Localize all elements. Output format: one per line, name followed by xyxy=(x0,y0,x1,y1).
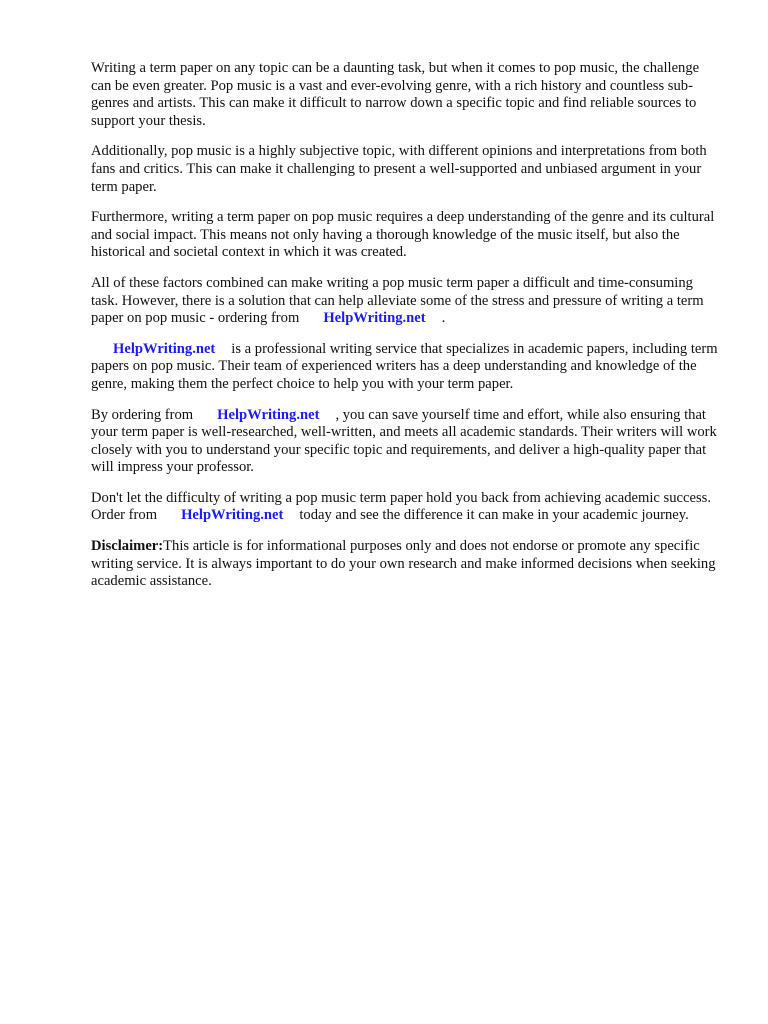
document-page xyxy=(91,60,721,604)
paragraph-service xyxy=(91,341,721,394)
paragraph-service-text: is a professional writing service that specializes in academic papers, including term papers on pop music. Their team of experienced writers has a deep understanding and knowledge of the genre, making them the perfect choice to help you with your term paper. xyxy=(91,340,718,392)
paragraph-subjectivity: Additionally, pop music is a highly subjective topic, with different opinions and interpretations from both fans and critics. This can make it challenging to present a well-supported and unbiased argument in your term paper. xyxy=(91,143,707,195)
paragraph-benefits-start: By ordering from xyxy=(91,406,194,423)
disclaimer-text: This article is for informational purposes only and does not endorse or promote any specific writing service. It is always important to do your own research and make informed decisions when seeking academic assistance. xyxy=(91,538,716,590)
disclaimer-label: Disclaimer: xyxy=(91,538,164,555)
paragraph-cta-start: Don't let the difficulty of writing a pop music term paper hold you back from achieving academic success. Order from xyxy=(91,489,711,524)
paragraph-call-to-action xyxy=(91,490,721,525)
helpwriting-link-1[interactable]: HelpWriting.net xyxy=(323,310,426,327)
paragraph-solution-text: All of these factors combined can make writing a pop music term paper a difficult and time-consuming task. However, there is a solution that can help alleviate some of the stress and pressure of writing a term paper on pop music - ordering from xyxy=(91,274,704,327)
paragraph-solution-end: . xyxy=(441,310,446,327)
paragraph-understanding: Furthermore, writing a term paper on pop music requires a deep understanding of the genre and its cultural and social impact. This means not only having a thorough knowledge of the music itself, but also the historical and societal context in which it was created. xyxy=(91,209,715,261)
paragraph-benefits xyxy=(91,407,721,477)
paragraph-solution xyxy=(91,275,721,328)
paragraph-benefits-text: , you can save yourself time and effort, while also ensuring that your term paper is well-researched, well-written, and meets all academic standards. Their writers will work closely with you to understand your specific topic and requirements, and deliver a high-quality paper that will impress your professor. xyxy=(91,406,717,476)
paragraph-intro: Writing a term paper on any topic can be a daunting task, but when it comes to pop music, the challenge can be even greater. Pop music is a vast and ever-evolving genre, with a rich history and countless sub-genres and artists. This can make it difficult to narrow down a specific topic and find reliable sources to support your thesis. xyxy=(91,60,700,129)
helpwriting-link-2[interactable]: HelpWriting.net xyxy=(113,340,216,357)
paragraph-disclaimer xyxy=(91,538,721,591)
helpwriting-link-3[interactable]: HelpWriting.net xyxy=(217,406,320,423)
helpwriting-link-4[interactable]: HelpWriting.net xyxy=(181,507,284,524)
paragraph-cta-end: today and see the difference it can make in your academic journey. xyxy=(299,507,689,524)
